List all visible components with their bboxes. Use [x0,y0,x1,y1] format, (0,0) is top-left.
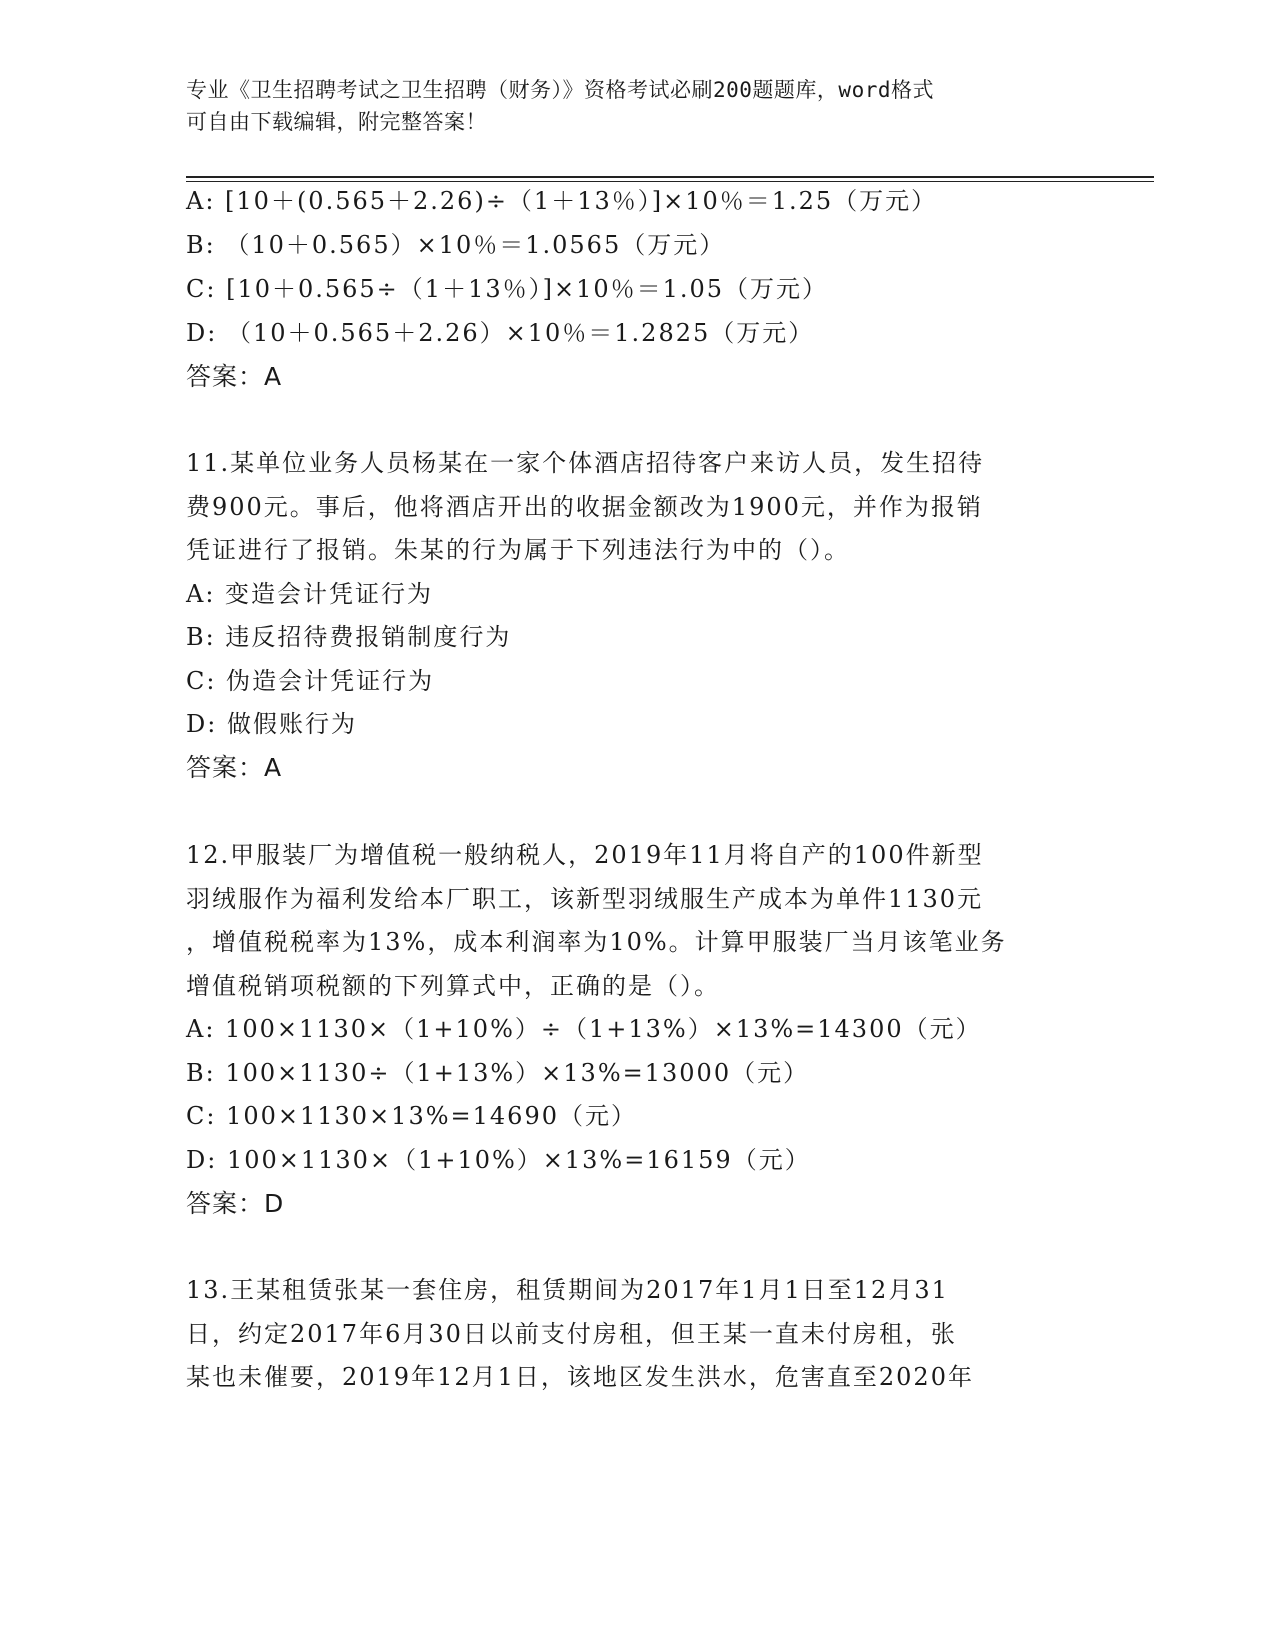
q10-option-b: B: （10＋0.565）×10％＝1.0565（万元） [186,231,726,259]
q11-option-c: C: 伪造会计凭证行为 [186,667,435,695]
q12-option-a: A: 100×1130×（1+10%）÷（1+13%）×13%=14300（元） [186,1015,982,1043]
q10-option-c: C: [10＋0.565÷（1＋13％）]×10％＝1.05（万元） [186,275,829,303]
document-header [186,74,1066,138]
q11-stem-line-1: 11.某单位业务人员杨某在一家个体酒店招待客户来访人员，发生招待 [186,449,985,477]
q12-option-d: D: 100×1130×（1+10%）×13%=16159（元） [186,1146,811,1174]
q10-answer: 答案：A [186,362,283,391]
q11-option-b: B: 违反招待费报销制度行为 [186,623,512,651]
q10-option-d: D: （10＋0.565＋2.26）×10％＝1.2825（万元） [186,319,815,347]
header-divider-thin [186,181,1154,182]
q13-stem-line-1: 13.王某租赁张某一套住房，租赁期间为2017年1月1日至12月31 [186,1276,949,1304]
q13-stem-line-3: 某也未催要，2019年12月1日，该地区发生洪水，危害直至2020年 [186,1363,974,1391]
q11-answer: 答案：A [186,753,283,782]
q12-option-c: C: 100×1130×13%=14690（元） [186,1102,637,1130]
q12-stem-line-4: 增值税销项税额的下列算式中，正确的是（）。 [186,972,720,1000]
q12-stem-line-3: ，增值税税率为13%，成本利润率为10%。计算甲服装厂当月该笔业务 [186,928,1007,956]
q12-stem-line-1: 12.甲服装厂为增值税一般纳税人，2019年11月将自产的100件新型 [186,841,984,869]
q10-option-a: A: [10＋(0.565＋2.26)÷（1＋13％）]×10％＝1.25（万元） [186,187,938,215]
q12-answer: 答案：D [186,1189,285,1218]
header-title-line-1: 专业《卫生招聘考试之卫生招聘（财务）》资格考试必刷200题题库，word格式 [186,78,934,102]
q12-option-b: B: 100×1130÷（1+13%）×13%=13000（元） [186,1059,810,1087]
q11-stem-line-2: 费900元。事后，他将酒店开出的收据金额改为1900元，并作为报销 [186,493,983,521]
q13-stem-line-2: 日，约定2017年6月30日以前支付房租，但王某一直未付房租，张 [186,1320,957,1348]
q11-stem-line-3: 凭证进行了报销。朱某的行为属于下列违法行为中的（）。 [186,536,850,564]
q11-option-a: A: 变造会计凭证行为 [186,580,434,608]
header-divider-thick [186,176,1154,178]
header-title-line-2: 可自由下载编辑，附完整答案！ [186,110,487,134]
q11-option-d: D: 做假账行为 [186,710,357,738]
q12-stem-line-2: 羽绒服作为福利发给本厂职工，该新型羽绒服生产成本为单件1130元 [186,885,984,913]
